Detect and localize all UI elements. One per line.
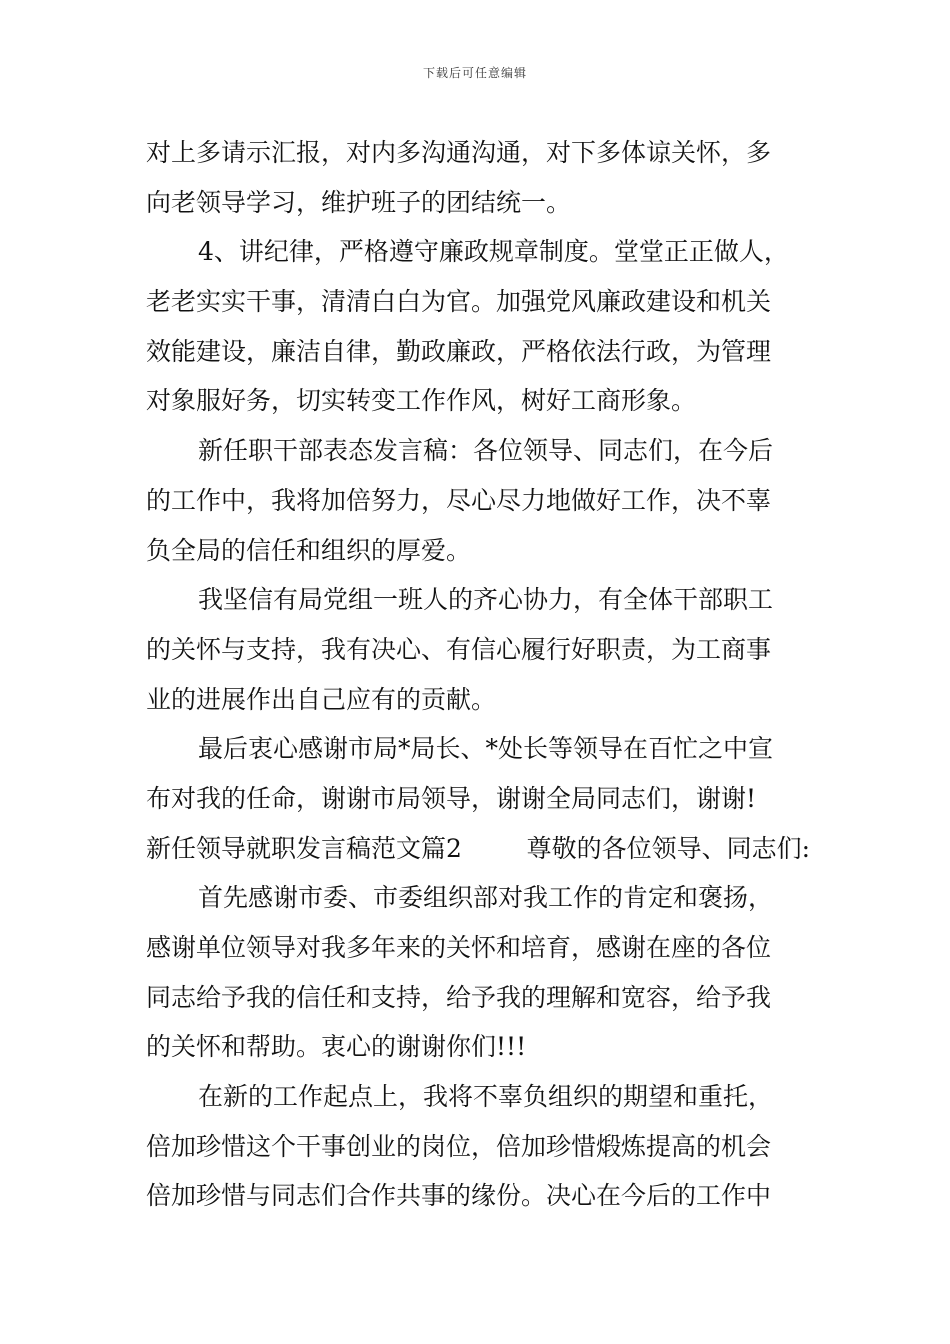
- text-line: 感谢单位领导对我多年来的关怀和培育，感谢在座的各位: [146, 933, 772, 962]
- section-heading-line: [146, 824, 810, 874]
- page-header: 下载后可任意编辑: [422, 66, 527, 80]
- paragraph-start-line: 最后衷心感谢市局*局长、*处长等领导在百忙之中宣: [198, 734, 774, 764]
- document-body: [146, 128, 810, 1221]
- paragraph-start-line: 我坚信有局党组一班人的齐心协力，有全体干部职工: [198, 585, 774, 615]
- text-line: 的关怀和帮助。衷心的谢谢你们!!!: [146, 1032, 527, 1062]
- paragraph-start-line: 首先感谢市委、市委组织部对我工作的肯定和褒扬，: [198, 883, 774, 913]
- text-line: 负全局的信任和组织的厚爱。: [146, 535, 472, 565]
- text-line: 的工作中，我将加倍努力，尽心尽力地做好工作，决不辜: [146, 485, 772, 515]
- paragraph-start-line: 新任职干部表态发言稿：各位领导、同志们，在今后: [198, 436, 774, 466]
- text-line: 向老领导学习，维护班子的团结统一。: [146, 187, 572, 217]
- text-line: 效能建设，廉洁自律，勤政廉政，严格依法行政，为管理: [146, 336, 772, 366]
- salutation: 尊敬的各位领导、同志们:: [526, 833, 810, 863]
- text-line: 布对我的任命，谢谢市局领导，谢谢全局同志们，谢谢!: [146, 783, 757, 813]
- paragraph-start-line: 在新的工作起点上，我将不辜负组织的期望和重托，: [198, 1082, 774, 1112]
- text-line: 同志给予我的信任和支持，给予我的理解和宽容，给予我: [146, 982, 772, 1012]
- text-line: 倍加珍惜这个干事创业的岗位，倍加珍惜煅炼提高的机会: [146, 1131, 772, 1161]
- section-title: 新任领导就职发言稿范文篇2: [146, 833, 462, 863]
- text-line: 对上多请示汇报，对内多沟通沟通，对下多体谅关怀，多: [146, 138, 772, 167]
- text-line: 老老实实干事，清清白白为官。加强党风廉政建设和机关: [146, 287, 772, 317]
- text-line: 业的进展作出自己应有的贡献。: [146, 684, 497, 714]
- text-line: 倍加珍惜与同志们合作共事的缘份。决心在今后的工作中: [146, 1181, 772, 1211]
- paragraph-start-line: 4、讲纪律，严格遵守廉政规章制度。堂堂正正做人，: [198, 237, 789, 267]
- text-line: 对象服好务，切实转变工作作风，树好工商形象。: [146, 386, 697, 416]
- text-line: 的关怀与支持，我有决心、有信心履行好职责，为工商事: [146, 634, 772, 664]
